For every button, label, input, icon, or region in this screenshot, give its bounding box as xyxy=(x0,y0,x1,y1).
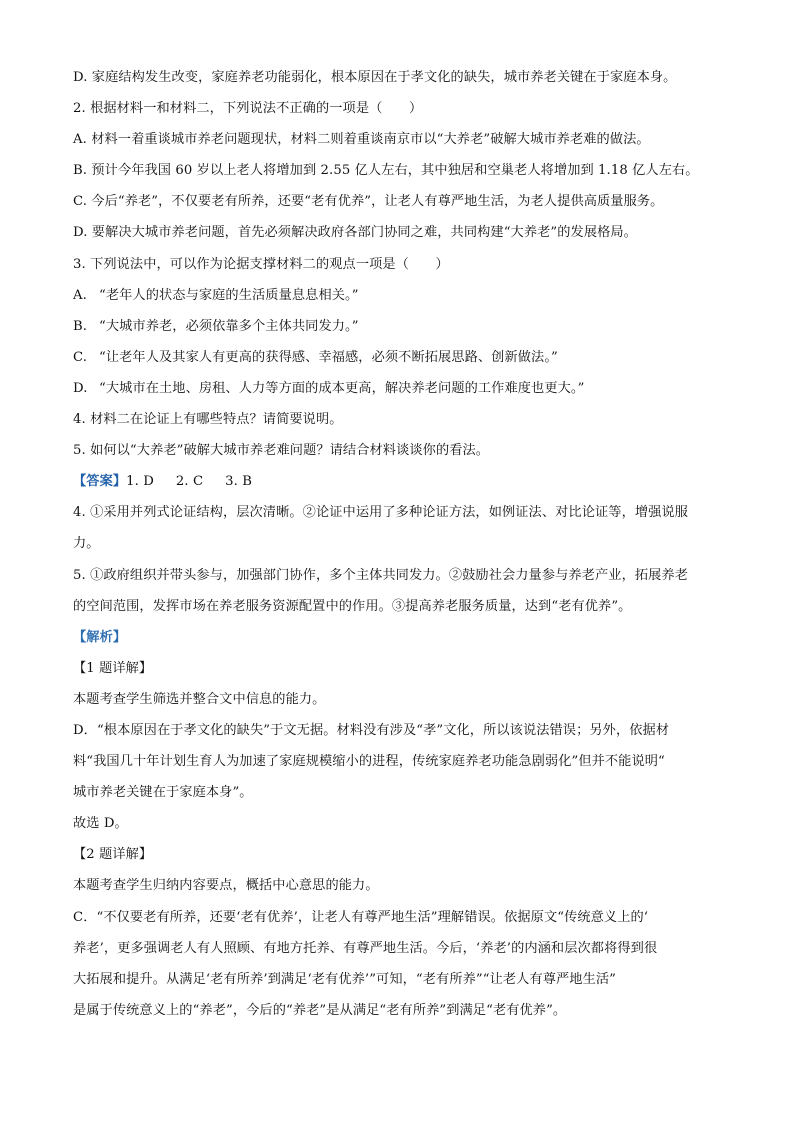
detail-1-heading: 【1 题详解】 xyxy=(73,660,153,676)
detail-1-para-4: 城市养老关键在于家庭本身”。 xyxy=(73,785,253,801)
detail-2-para-2: C．“不仅要老有所养，还要‘老有优养’，让老人有尊严地生活”理解错误。依据原文“传统意义上的‘ xyxy=(73,909,649,925)
answer-2: 2. C xyxy=(175,474,204,490)
question-3: 3. 下列说法中，可以作为论据支撑材料二的观点一项是（ ） xyxy=(73,256,449,272)
detail-2-para-5: 是属于传统意义上的“养老”，今后的“养老”是从满足“老有所养”到满足“老有优养”。 xyxy=(73,1002,567,1018)
option-text: “大城市在土地、房租、人力等方面的成本更高，解决养老问题的工作难度也更大。” xyxy=(99,380,585,396)
document-page xyxy=(73,62,723,1026)
answer-5-line-2: 的空间范围，发挥市场在养老服务资源配置中的作用。③提高养老服务质量，达到“老有优养”。 xyxy=(73,598,632,614)
option-text: “让老年人及其家人有更高的获得感、幸福感，必须不断拓展思路、创新做法。” xyxy=(99,349,558,365)
option-label: A. xyxy=(73,287,87,303)
question-2-option-c: C. 今后“养老”，不仅要老有所养，还要“老有优养”，让老人有尊严地生活，为老人提供高质量服务。 xyxy=(73,194,664,210)
option-text: “老年人的状态与家庭的生活质量息息相关。” xyxy=(99,287,359,303)
answer-3: 3. B xyxy=(225,474,253,490)
question-3-option-c xyxy=(73,342,723,373)
option-label: C. xyxy=(73,349,88,365)
answer-5-line-1: 5. ①政府组织并带头参与，加强部门协作，多个主体共同发力。②鼓励社会力量参与养老产业，拓展养老 xyxy=(73,567,689,583)
detail-2-heading: 【2 题详解】 xyxy=(73,847,153,863)
answer-tag: 【答案】 xyxy=(73,474,127,490)
question-3-option-a xyxy=(73,280,723,311)
option-text: “大城市养老，必须依靠多个主体共同发力。” xyxy=(99,318,359,334)
question-5: 5. 如何以“大养老”破解大城市养老难问题？请结合材料谈谈你的看法。 xyxy=(73,443,490,459)
question-2: 2. 根据材料一和材料二，下列说法不正确的一项是（ ） xyxy=(73,101,423,117)
detail-2-para-4: 大拓展和提升。从满足‘老有所养’到满足‘老有优养’”可知，“老有所养”“让老人有尊严地生活” xyxy=(73,971,617,987)
analysis-heading xyxy=(73,622,723,653)
detail-1-para-3: 料“我国几十年计划生育人为加速了家庭规模缩小的进程，传统家庭养老功能急剧弱化”但并不能说明“ xyxy=(73,754,665,770)
answer-4-line-1: 4. ①采用并列式论证结构，层次清晰。②论证中运用了多种论证方法，如例证法、对比论证等，增强说服 xyxy=(73,505,689,521)
answer-row xyxy=(73,466,723,497)
detail-1-para-1: 本题考查学生筛选并整合文中信息的能力。 xyxy=(73,691,326,707)
detail-2-para-3: 养老’，更多强调老人有人照顾、有地方托养、有尊严地生活。今后，‘养老’的内涵和层次都将得到很 xyxy=(73,940,658,956)
question-2-option-a: A. 材料一着重谈城市养老问题现状，材料二则着重谈南京市以“大养老”破解大城市养老难的做法。 xyxy=(73,132,650,148)
option-label: D. xyxy=(73,380,88,396)
question-4: 4. 材料二在论证上有哪些特点？请简要说明。 xyxy=(73,412,343,428)
question-2-option-b: B. 预计今年我国 60 岁以上老人将增加到 2.55 亿人左右，其中独居和空巢老人将增加到 1.18 亿人左右。 xyxy=(73,163,699,179)
detail-1-para-5: 故选 D。 xyxy=(73,816,128,832)
option-label: B. xyxy=(73,318,88,334)
option-1d: D. 家庭结构发生改变，家庭养老功能弱化，根本原因在于孝文化的缺失，城市养老关键在于家庭本身。 xyxy=(73,70,677,85)
question-2-option-d: D. 要解决大城市养老问题，首先必须解决政府各部门协同之难，共同构建“大养老”的发展格局。 xyxy=(73,225,637,241)
answer-4-line-2: 力。 xyxy=(73,536,100,552)
detail-1-para-2: D．“根本原因在于孝文化的缺失”于文无据。材料没有涉及“孝”文化，所以该说法错误；另外，依据材 xyxy=(73,722,670,738)
detail-2-para-1: 本题考查学生归纳内容要点，概括中心意思的能力。 xyxy=(73,878,379,894)
answer-1: 1. D xyxy=(126,474,154,490)
analysis-tag: 【解析】 xyxy=(73,629,127,645)
question-3-option-b xyxy=(73,311,723,342)
question-3-option-d xyxy=(73,373,723,404)
